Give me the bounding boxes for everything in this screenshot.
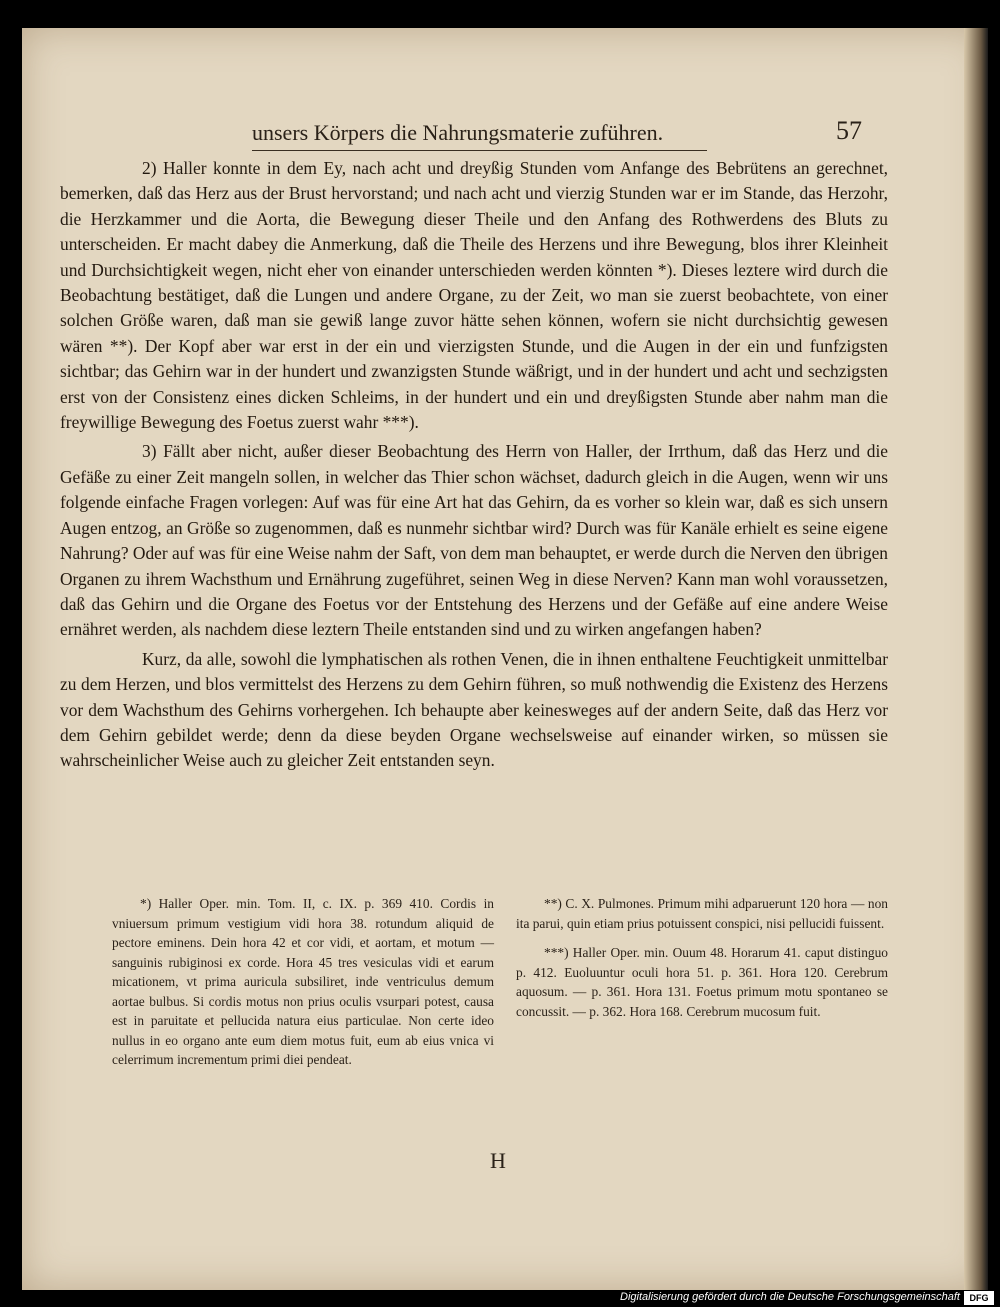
header-rule: [252, 150, 707, 151]
footnote: ***) Haller Oper. min. Ouum 48. Horarum 41. caput distinguo p. 412. Euoluuntur oculi hora 51. p. 361. Hora 120. Cerebrum aquosum. — p. 361. Hora 131. Foetus primum motu spontaneo se concussit. — p. 362. Hora 168. Cerebrum mucosum fuit.: [516, 945, 888, 1019]
paragraph: Kurz, da alle, sowohl die lymphatischen als rothen Venen, die in ihnen enthaltene Feuchtigkeit unmittelbar zu dem Herzen, und blos vermittelst des Herzens zu dem Gehirn führen, so muß nothwendig die Existenz des Herzens vor dem Wachsthum des Gehirns vorhergehen. Ich behaupte aber keinesweges auf der andern Seite, daß das Herz vor dem Gehirn gebildet werde; denn da diese beyden Organe wechselsweise auf einander wirken, so müssen sie wahrscheinlicher Weise auch zu gleicher Zeit entstanden seyn.: [60, 648, 888, 771]
paragraph: 3) Fällt aber nicht, außer dieser Beobachtung des Herrn von Haller, der Irrthum, daß das Herz und die Gefäße zu einer Zeit mangeln sollen, in welcher das Thier schon wächset, dadurch gleich in die Augen, wenn wir uns folgende einfache Fragen vorlegen: Auf was für eine Art hat das Gehirn, da es vorher so klein war, daß es sich unsern Augen entzog, an Größe so zugenommen, daß es nunmehr sichtbar wird? Durch was für Kanäle erhielt es seine eigene Nahrung? Oder auf was für eine Weise nahm der Saft, von dem man behauptet, er werde durch die Nerven den übrigen Organen zu ihrem Wachsthum und Ernährung zugeführet, seinen Weg in diese Nerven? Kann man wohl voraussetzen, daß das Gehirn und die Organe des Foetus vor der Entstehung des Herzens und der Gefäße auf eine andere Weise ernähret werden, als nachdem diese leztern Theile entstanden sind und zu wirken angefangen haben?: [60, 441, 888, 640]
footnote: *) Haller Oper. min. Tom. II, c. IX. p. 369 410. Cordis in vniuersum primum vestigium vidi hora 38. rotundum aliquid de pectore eminens. Dein hora 42 et cor vidi, et aortam, et motum — sanguinis rubiginosi ex corde. Hora 45 tres vesiculas vidi et earum micationem, vt prima auricula subsiliret, inde ventriculus demum aortae bulbus. Si cordis motus non prius oculis vsurpari potest, causa est in paruitate et pellucida natura eius particulae. Non certe ideo nullus in eo organo ante eum diem motus fuit, eum ab eius vnica vi celerrimum incrementum primi diei pendeat.: [112, 896, 494, 1067]
funding-notice: Digitalisierung gefördert durch die Deutsche Forschungsgemeinschaft: [620, 1291, 960, 1303]
catchword: H: [490, 1148, 506, 1173]
page-header: [252, 116, 902, 154]
dfg-logo: DFG: [964, 1291, 994, 1305]
running-title: unsers Körpers die Nahrungsmaterie zuführen.: [252, 120, 664, 145]
book-page: [22, 28, 988, 1290]
main-text: [60, 156, 888, 778]
footnote-column-left: [112, 894, 494, 1080]
footnote: **) C. X. Pulmones. Primum mihi adparuerunt 120 hora — non ita parui, quin etiam prius potuissent conspici, nisi pellucidi fuissent.: [516, 896, 888, 931]
book-spine: [964, 28, 988, 1290]
paragraph: 2) Haller konnte in dem Ey, nach acht und dreyßig Stunden vom Anfange des Bebrütens an gerechnet, bemerken, daß das Herz aus der Brust hervorstand; und nach acht und vierzig Stunden war er im Stande, das Herzohr, die Herzkammer und die Aorta, die Bewegung dieser Theile und den Anfang des Rothwerdens des Bluts zu unterscheiden. Er macht dabey die Anmerkung, daß die Theile des Herzens und ihre Bewegung, blos ihrer Kleinheit und Durchsichtigkeit wegen, nicht eher von einander unterschieden werden könnten *). Dieses leztere wird durch die Beobachtung bestätiget, daß die Lungen und andere Organe, zu der Zeit, wo man sie zuerst beobachtete, von einer solchen Größe waren, daß man sie gewiß lange zuvor hätte sehen können, wofern sie nicht durchsichtig gewesen wären **). Der Kopf aber war erst in der ein und vierzigsten Stunde, und die Augen in der ein und funfzigsten sichtbar; das Gehirn war in der hundert und zwanzigsten Stunde wäßrigt, und in der hundert und acht und sechzigsten erst von der Consistenz eines dicken Schleims, in der hundert und ein und dreyßigsten Stunde aber nahm man die freywillige Bewegung des Foetus zuerst wahr ***).: [60, 158, 888, 433]
page-number: 57: [836, 116, 862, 145]
footnote-column-right: [516, 894, 888, 1031]
funding-footer: [0, 1290, 1000, 1307]
footnotes: [60, 894, 888, 1154]
